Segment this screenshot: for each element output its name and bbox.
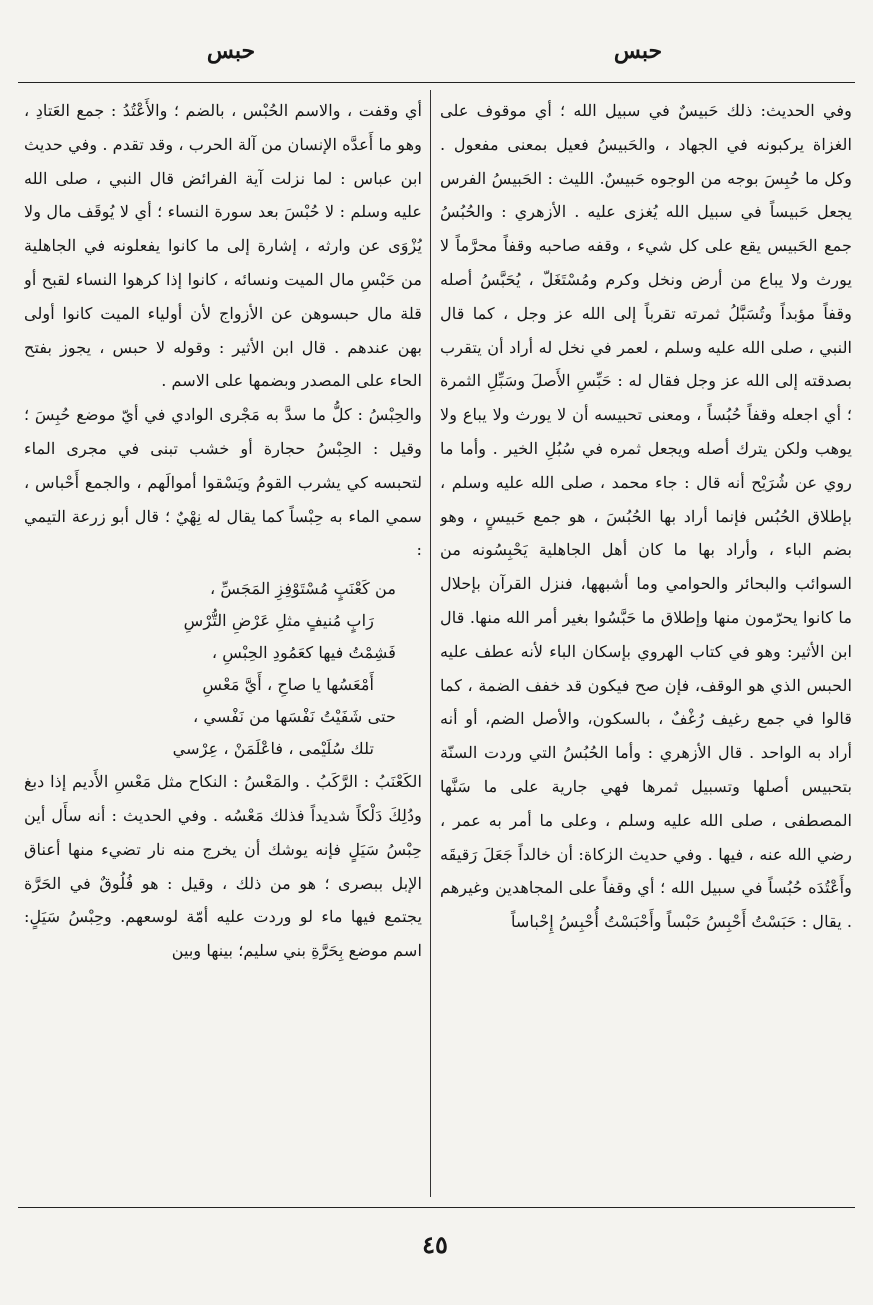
column-divider [430, 90, 431, 1197]
header-word-right: حبس [613, 38, 663, 64]
verse-first-hemistich: من كَعْنَبٍ مُسْتَوْفِزِ المَجَسِّ ، [210, 579, 396, 599]
verse-line [24, 733, 422, 765]
right-column-paragraph: وفي الحديث: ذلك حَبيسٌ في سبيل الله ؛ أي موقوف على الغزاة يركبونه في الجهاد ، والحَبيسُ فعيل بمعنى مفعول . وكل ما حُبِسَ بوجه من الوجوه حَبيسٌ. الليث : الحَبيسُ الفرس يجعل حَبيساً في سبيل الله يُغزى عليه . الأزهري : والحُبُسُ جمع الحَبيس يقع على كل شيء ، وقفه صاحبه وقفاً محرَّماً لا يورث ولا يباع من أرض ونخل وكرم ومُسْتَغَلّ ، يُحَبَّسُ أصله وقفاً مؤبداً وتُسَبَّلُ ثمرته تقرباً إلى الله عز وجل ، كما قال النبي ، صلى الله عليه وسلم ، لعمر في نخل له أراد أن يتقرب بصدقته إلى الله عز وجل فقال له : حَبِّسِ الأَصلَ وسَبِّلِ الثمرة ؛ أي اجعله وقفاً حُبُساً ، ومعنى تحبيسه أن لا يورث ولا يباع ولا يوهب ولكن يترك أصله ويجعل ثمره في سُبُلِ الخير . وأما ما روي عن شُرَيْح أنه قال : جاء محمد ، صلى الله عليه وسلم ، بإطلاق الحُبُس فإنما أراد بها الحُبُسَ ، هو جمع حَبيسٍ ، وهو بضم الباء ، وأراد بها ما كان أهل الجاهلية يَحْبِسُونه من السوائب والبحائر والحوامي وما أشبهها، فنزل القرآن بإحلال ما كانوا يحرّمون منها وإطلاق ما حَبَّسُوا بغير أمر الله منها. قال ابن الأثير: وهو في كتاب الهروي بإسكان الباء لأنه عطف عليه الحبس الذي هو الوقف، فإن صح فيكون قد خفف الضمة ، كما قالوا في جمع رغيف رُغْفٌ ، بالسكون، والأصل الضم، أو أنه أراد به الواحد . قال الأزهري : وأما الحُبُسُ التي وردت السنّة بتحبيس أصلها وتسبيل ثمرها فهي جارية على ما سَنَّها المصطفى ، صلى الله عليه وسلم ، وعلى ما أمر به عمر ، رضي الله عنه ، فيها . وفي حديث الزكاة: أن خالداً جَعَلَ رَقيقَه وأَعْتُدَه حُبُساً في سبيل الله ؛ أي وقفاً على المجاهدين وغيرهم . يقال : حَبَسْتُ أَحْبِسُ حَبْساً وأَحْبَسْتُ أُحْبِسُ إِحْباساً [440, 101, 852, 932]
verse-line [24, 605, 422, 637]
left-column-paragraph: والحِبْسُ : كلُّ ما سدَّ به مَجْرى الوادي في أيّ موضع حُبِسَ ؛ وقيل : الحِبْسُ حجارة أو خشب تبنى في مجرى الماء لتحبسه كي يشرب القومُ ويَسْقوا أموالَهم ، والجمع أَحْباس ، سمي الماء به حِبْساً كما يقال له نِهْيٌ ؛ قال أبو زرعة التيمي : [24, 405, 422, 560]
header-word-left: حبس [206, 38, 256, 64]
left-column [24, 94, 422, 1198]
verse-line [24, 669, 422, 701]
verse-line [24, 637, 422, 669]
page-number: ٤٥ [422, 1230, 448, 1259]
left-column-paragraph: أي وقفت ، والاسم الحُبْس ، بالضم ؛ والأَعْتُدُ : جمع العَتادِ ، وهو ما أَعدَّه الإنسان من آلة الحرب ، وقد تقدم . وفي حديث ابن عباس : لما نزلت آية الفرائض قال النبي ، صلى الله عليه وسلم : لا حُبْسَ بعد سورة النساء ؛ أي لا يُوقَف مال ولا يُزْوَى عن وارثه ، إشارة إلى ما كانوا يفعلونه في الجاهلية من حَبْسِ مال الميت ونسائه ، كانوا إذا كرهوا النساء لقبح أو قلة مال حبسوهن عن الأزواج لأن أولياء الميت كانوا أولى بهن عندهم . قال ابن الأثير : وقوله لا حبس ، يجوز بفتح الحاء على المصدر وبضمها على الاسم . [24, 101, 422, 391]
verse-line [24, 573, 422, 605]
verse-second-hemistich: رَابٍ مُنيفٍ مثلِ عَرْضِ التُّرْسِ [183, 611, 374, 631]
verse-second-hemistich: أَمْعَسُها يا صاحِ ، أَيَّ مَعْسِ [202, 675, 374, 695]
left-column-paragraph: الكَعْنَبُ : الرَّكَبُ . والمَعْسُ : النكاح مثل مَعْسِ الأَديم إذا دبغ ودُلِكَ دَلْكاً شديداً فذلك مَعْسُه . وفي الحديث : أنه سأَل أين حِبْسُ سَيَلٍ فإنه يوشك أن يخرج منه نار تضيء منها أعناق الإبل ببصرى ؛ هو من ذلك ، وقيل : هو فُلُوقٌ في الحَرَّة يجتمع فيها ماء لو وردت عليه أمّة لوسعهم. وحِبْسُ سَيَلٍ: اسم موضع بِحَرَّةِ بني سليم؛ بينها وبين [24, 772, 422, 961]
verse-first-hemistich: حتى شَفَيْتُ نَفْسَها من نَفْسي ، [192, 707, 396, 727]
verse-first-hemistich: فَشِمْتُ فيها كعَمُودِ الحِبْسِ ، [211, 643, 396, 663]
verse-second-hemistich: تلك سُلَيْمى ، فاعْلَمَنْ ، عِرْسي [172, 739, 374, 759]
verse-line [24, 701, 422, 733]
footer-rule [18, 1207, 855, 1208]
right-column [440, 94, 852, 1198]
header-rule [18, 82, 855, 83]
poem-verses [24, 573, 422, 765]
